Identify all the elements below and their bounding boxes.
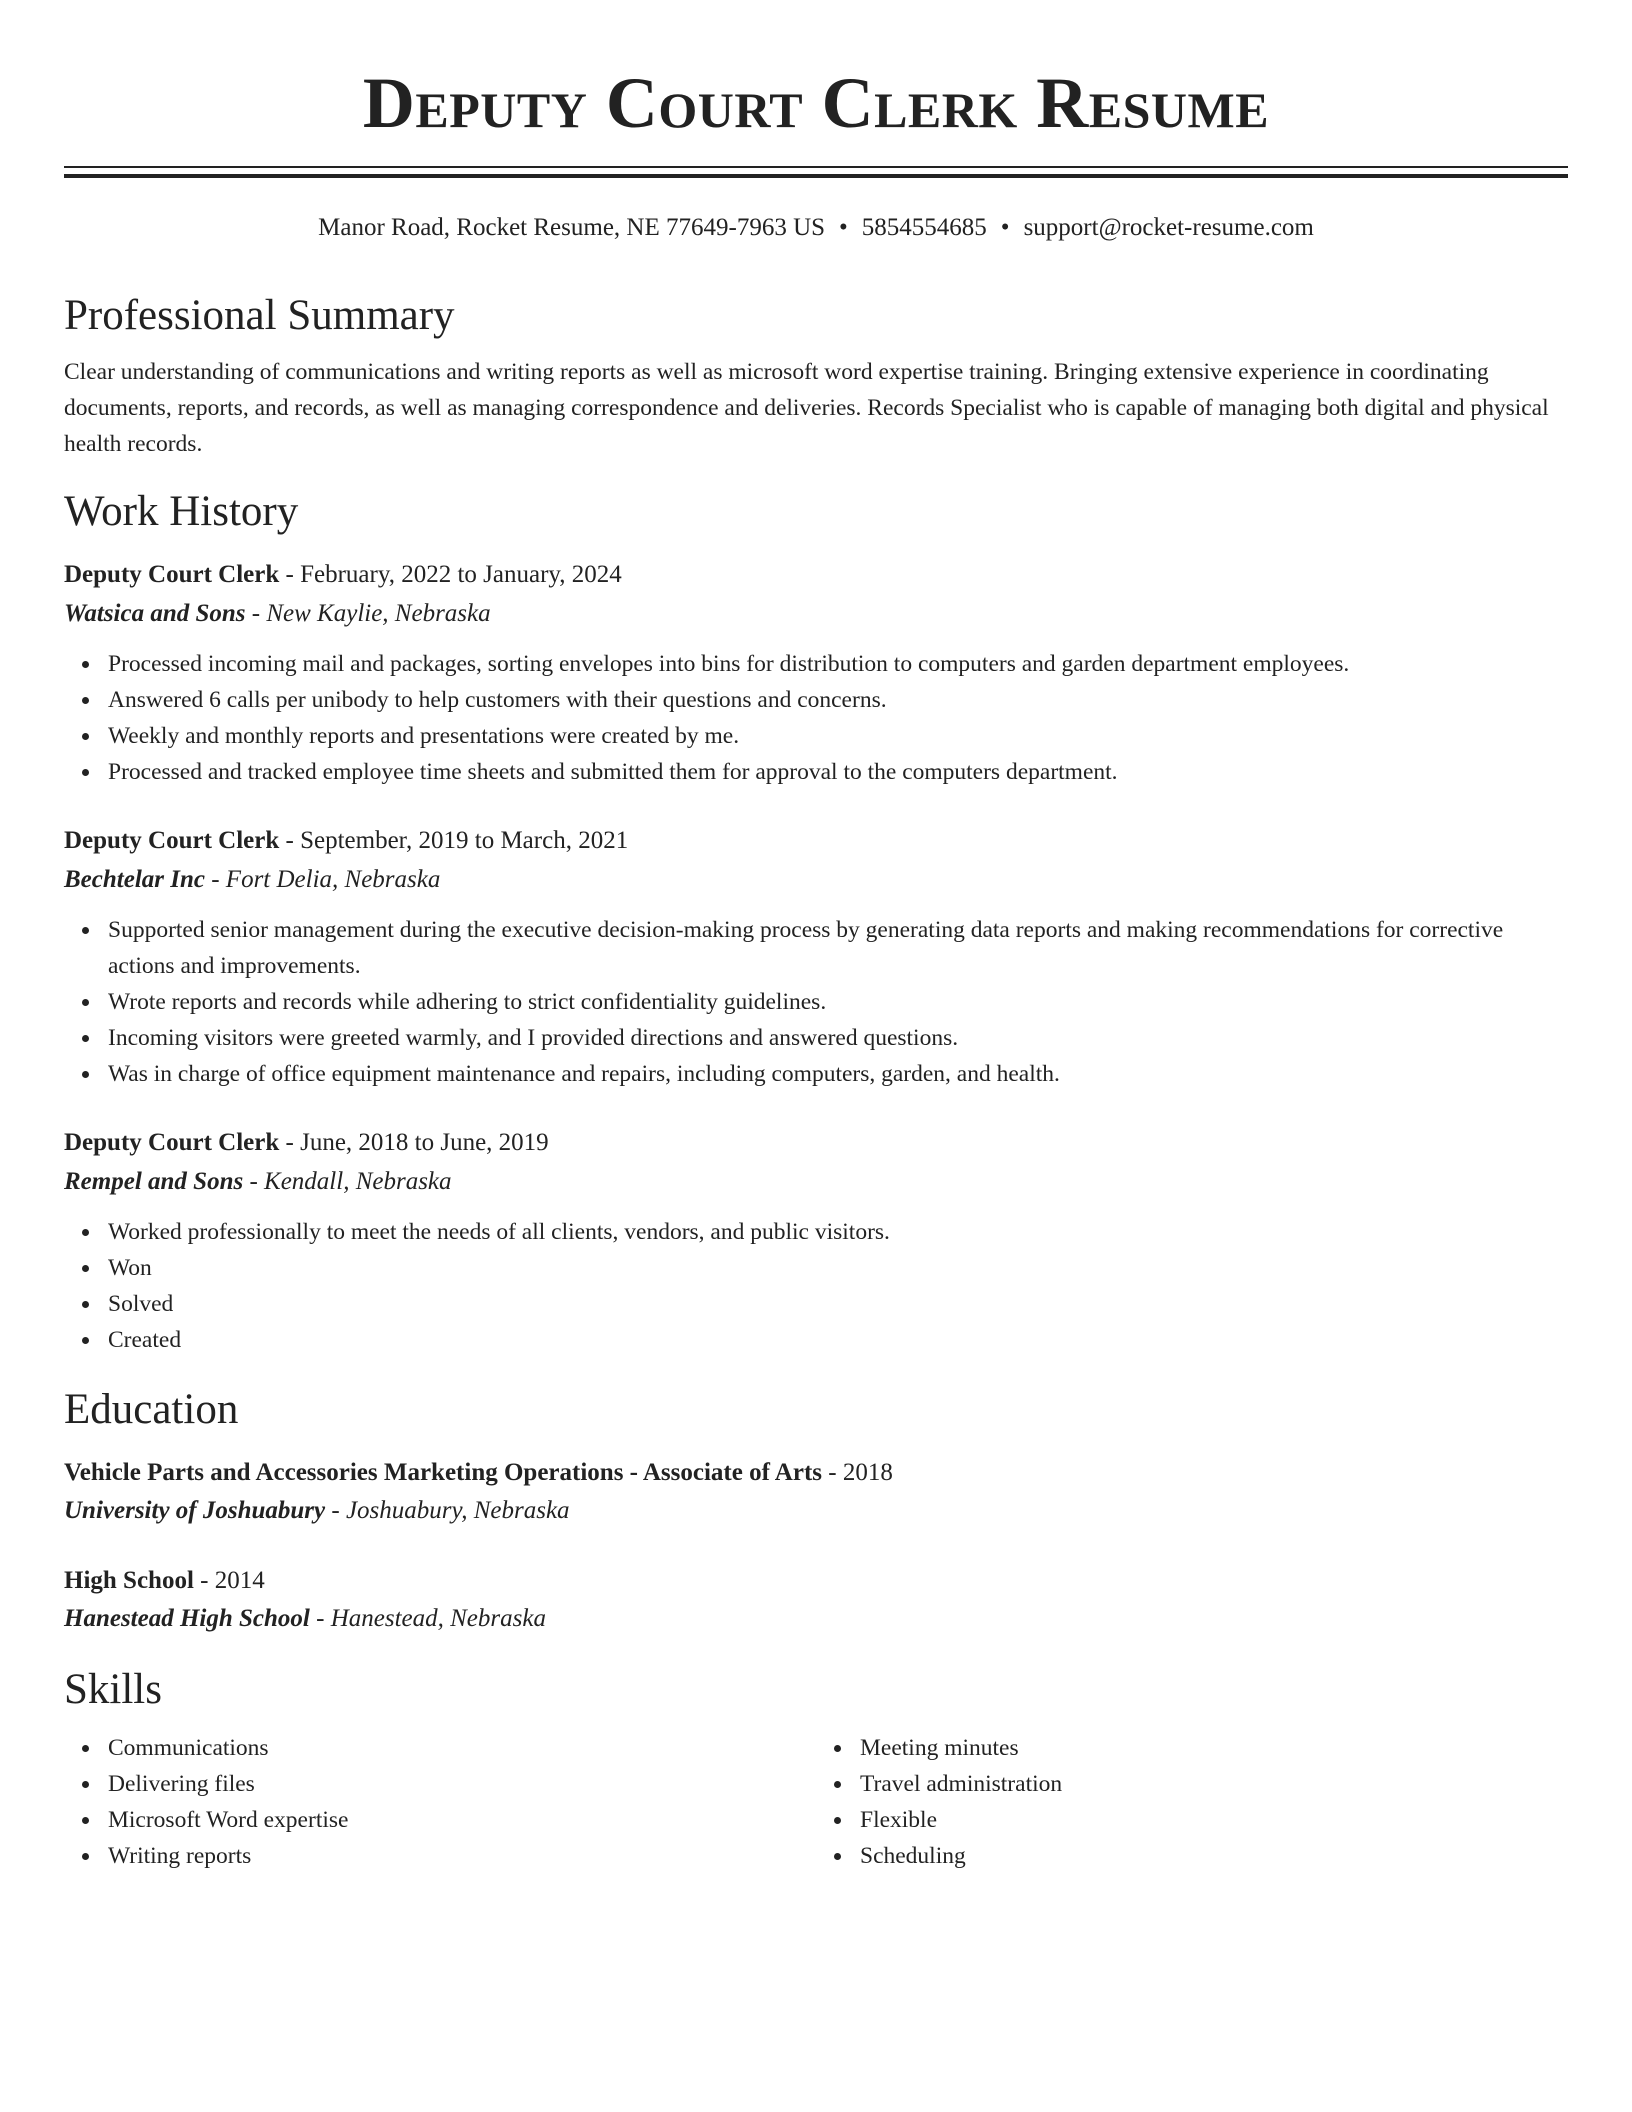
job-duty: Was in charge of office equipment maintenance and repairs, including computers, garden, and health. <box>108 1056 1568 1092</box>
company-name: Bechtelar Inc <box>64 866 205 893</box>
skill-item: Writing reports <box>108 1838 816 1874</box>
job-title: Deputy Court Clerk <box>64 827 280 854</box>
job-duties-list <box>64 1214 1568 1358</box>
company-line <box>64 860 1568 900</box>
company-location: - Fort Delia, Nebraska <box>204 866 441 893</box>
school-location: - Hanestead, Nebraska <box>309 1605 546 1632</box>
school-name: Hanestead High School <box>64 1605 310 1632</box>
skill-item: Meeting minutes <box>860 1730 1568 1766</box>
contact-email: support@rocket-resume.com <box>1023 214 1314 241</box>
skill-item: Travel administration <box>860 1766 1568 1802</box>
skill-item: Delivering files <box>108 1766 816 1802</box>
skills-column-left <box>64 1730 816 1874</box>
degree-name: Vehicle Parts and Accessories Marketing Operations - Associate of Arts <box>64 1459 822 1486</box>
job-dates: - June, 2018 to June, 2019 <box>279 1129 549 1156</box>
skill-item: Flexible <box>860 1802 1568 1838</box>
company-name: Watsica and Sons <box>64 600 246 627</box>
contact-separator: • <box>839 214 848 241</box>
skills-column-right <box>816 1730 1568 1874</box>
job-duty: Processed incoming mail and packages, sorting envelopes into bins for distribution to computers and garden department employees. <box>108 646 1568 682</box>
job-duty: Incoming visitors were greeted warmly, and I provided directions and answered questions. <box>108 1020 1568 1056</box>
skills-grid <box>64 1730 1568 1874</box>
company-line <box>64 594 1568 634</box>
job-title-line <box>64 822 1568 860</box>
job-duty: Answered 6 calls per unibody to help customers with their questions and concerns. <box>108 682 1568 718</box>
job-duty: Weekly and monthly reports and presentations were created by me. <box>108 718 1568 754</box>
degree-name: High School <box>64 1567 194 1594</box>
school-line <box>64 1492 1568 1530</box>
degree-line <box>64 1454 1568 1492</box>
education-heading: Education <box>64 1386 239 1433</box>
school-line <box>64 1600 1568 1638</box>
job-duty: Processed and tracked employee time sheets and submitted them for approval to the computers department. <box>108 754 1568 790</box>
company-location: - Kendall, Nebraska <box>243 1168 452 1195</box>
skills-heading: Skills <box>64 1666 162 1713</box>
job-duty: Worked professionally to meet the needs of all clients, vendors, and public visitors. <box>108 1214 1568 1250</box>
job-entry <box>64 822 1568 1092</box>
job-title: Deputy Court Clerk <box>64 561 280 588</box>
title-divider <box>64 166 1568 178</box>
education-entry <box>64 1562 1568 1638</box>
contact-line <box>64 212 1568 244</box>
job-duty: Won <box>108 1250 1568 1286</box>
job-duties-list <box>64 646 1568 790</box>
contact-phone: 5854554685 <box>861 214 987 241</box>
job-duty: Wrote reports and records while adhering to strict confidentiality guidelines. <box>108 984 1568 1020</box>
education-entry <box>64 1454 1568 1530</box>
summary-heading: Professional Summary <box>64 292 455 339</box>
job-entry <box>64 1124 1568 1358</box>
degree-line <box>64 1562 1568 1600</box>
school-name: University of Joshuabury <box>64 1497 326 1524</box>
job-title-line <box>64 1124 1568 1162</box>
skill-item: Scheduling <box>860 1838 1568 1874</box>
job-title: Deputy Court Clerk <box>64 1129 280 1156</box>
skill-item: Microsoft Word expertise <box>108 1802 816 1838</box>
job-duties-list <box>64 912 1568 1092</box>
degree-year: - 2018 <box>822 1459 893 1486</box>
resume-title: Deputy Court Clerk Resume <box>362 63 1270 143</box>
skill-item: Communications <box>108 1730 816 1766</box>
job-duty: Supported senior management during the executive decision-making process by generating data reports and making recommendations for corrective actions and improvements. <box>108 912 1568 984</box>
job-entry <box>64 556 1568 790</box>
company-location: - New Kaylie, Nebraska <box>245 600 491 627</box>
company-name: Rempel and Sons <box>64 1168 244 1195</box>
company-line <box>64 1162 1568 1202</box>
school-location: - Joshuabury, Nebraska <box>325 1497 570 1524</box>
job-dates: - February, 2022 to January, 2024 <box>279 561 622 588</box>
contact-separator: • <box>1000 214 1010 241</box>
contact-address: Manor Road, Rocket Resume, NE 77649-7963 US <box>318 214 826 241</box>
skills-list <box>816 1730 1568 1874</box>
degree-year: - 2014 <box>193 1567 265 1594</box>
job-duty: Solved <box>108 1286 1568 1322</box>
skills-list <box>64 1730 816 1874</box>
job-title-line <box>64 556 1568 594</box>
work-history-heading: Work History <box>64 488 299 535</box>
job-duty: Created <box>108 1322 1568 1358</box>
summary-text: Clear understanding of communications and writing reports as well as microsoft word expertise training. Bringing extensive experience in coordinating documents, reports, and records, as well as managing correspondence and deliveries. Records Specialist who is capable of managing both digital and physical health records. <box>64 359 1549 457</box>
job-dates: - September, 2019 to March, 2021 <box>279 827 629 854</box>
